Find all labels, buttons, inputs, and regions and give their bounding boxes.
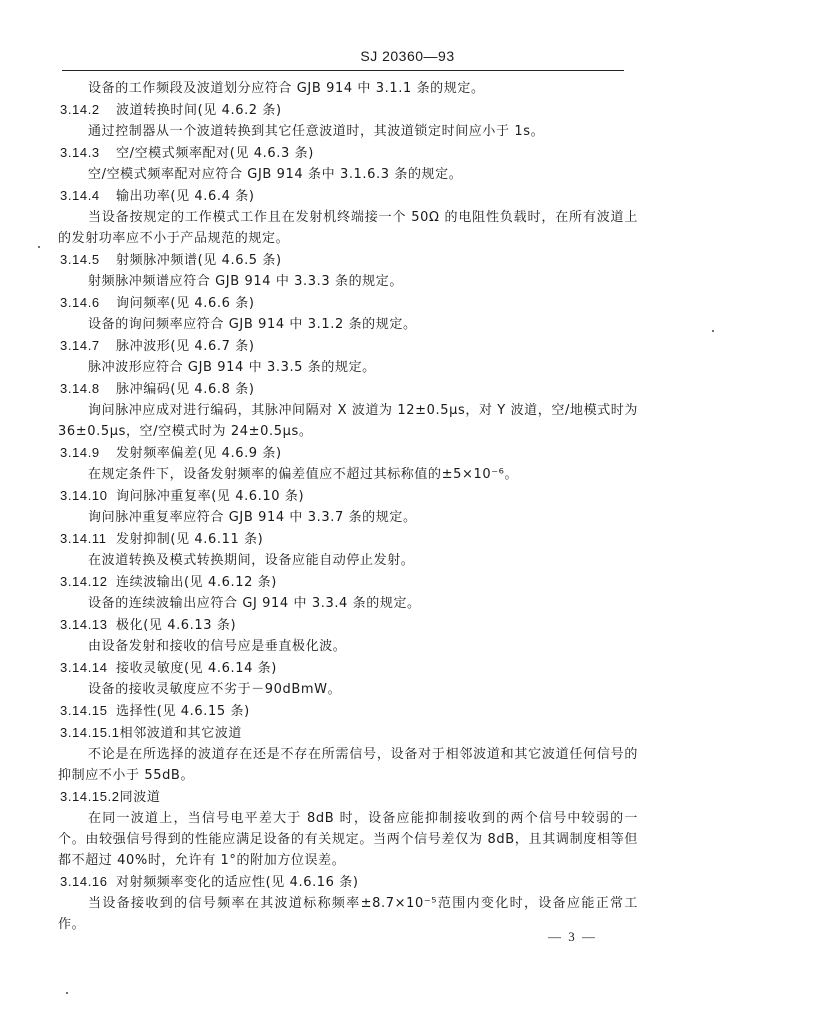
section-number: 3.14.8: [60, 381, 100, 396]
section-heading: [60, 571, 638, 593]
body-paragraph: 不论是在所选择的波道存在还是不存在所需信号，设备对于相邻波道和其它波道任何信号的抑制应不小于 55dB。: [58, 747, 638, 783]
section-number: 3.14.13: [60, 617, 108, 632]
section-number: 3.14.7: [60, 338, 100, 353]
section-number: 3.14.3: [60, 145, 100, 160]
section-title: 波道转换时间(见 4.6.2 条): [116, 103, 282, 118]
body-paragraph: 空/空模式频率配对应符合 GJB 914 条中 3.1.6.3 条的规定。: [88, 167, 463, 182]
section-heading: [60, 657, 638, 679]
body-paragraph: 在同一波道上，当信号电平差大于 8dB 时，设备应能抑制接收到的两个信号中较弱的一个。由较强信号得到的性能应满足设备的有关规定。当两个信号差仅为 8dB，且其调制度相等但都不超过 40%时，允许有 1°的附加方位误差。: [58, 811, 638, 868]
section-number: 3.14.10: [60, 488, 108, 503]
body-paragraph: 设备的询问频率应符合 GJB 914 中 3.1.2 条的规定。: [88, 317, 417, 332]
section-number: 3.14.15.2: [60, 789, 120, 804]
section-heading: [60, 292, 638, 314]
section-heading: [60, 786, 638, 808]
section-number: 3.14.14: [60, 660, 108, 675]
section-heading: [60, 614, 638, 636]
section-heading: [60, 99, 638, 121]
section-number: 3.14.5: [60, 252, 100, 267]
body-paragraph: 通过控制器从一个波道转换到其它任意波道时，其波道锁定时间应小于 1s。: [88, 124, 545, 139]
section-number: 3.14.6: [60, 295, 100, 310]
section-title: 脉冲编码(见 4.6.8 条): [116, 382, 255, 397]
section-heading: [60, 378, 638, 400]
section-title: 空/空模式频率配对(见 4.6.3 条): [116, 146, 314, 161]
section-title: 同波道: [119, 790, 161, 805]
section-heading: [60, 722, 638, 744]
body-paragraph: 设备的接收灵敏度应不劣于－90dBmW。: [88, 682, 342, 697]
section-heading: [60, 700, 638, 722]
body-paragraph: 询问脉冲应成对进行编码，其脉冲间隔对 X 波道为 12±0.5μs，对 Y 波道，空/地模式时为 36±0.5μs，空/空模式时为 24±0.5μs。: [58, 403, 638, 439]
body-paragraph: 在波道转换及模式转换期间，设备应能自动停止发射。: [88, 553, 415, 568]
section-title: 询问频率(见 4.6.6 条): [116, 296, 255, 311]
section-title: 询问脉冲重复率(见 4.6.10 条): [116, 489, 305, 504]
section-heading: [60, 185, 638, 207]
section-title: 极化(见 4.6.13 条): [116, 618, 237, 633]
document-id-header: SJ 20360—93: [360, 48, 455, 64]
section-title: 发射抑制(见 4.6.11 条): [116, 532, 264, 547]
section-heading: [60, 442, 638, 464]
body-paragraph: 询问脉冲重复率应符合 GJB 914 中 3.3.7 条的规定。: [88, 510, 417, 525]
section-title: 输出功率(见 4.6.4 条): [116, 189, 255, 204]
header-rule: [62, 70, 624, 71]
section-number: 3.14.15.1: [60, 725, 120, 740]
section-heading: [60, 142, 638, 164]
section-heading: [60, 249, 638, 271]
page-number: — 3 —: [548, 929, 597, 944]
section-number: 3.14.4: [60, 188, 100, 203]
body-paragraph: 射频脉冲频谱应符合 GJB 914 中 3.3.3 条的规定。: [88, 274, 403, 289]
section-number: 3.14.9: [60, 445, 100, 460]
body-paragraph: 设备的工作频段及波道划分应符合 GJB 914 中 3.1.1 条的规定。: [88, 81, 485, 96]
section-title: 对射频频率变化的适应性(见 4.6.16 条): [116, 875, 359, 890]
section-title: 选择性(见 4.6.15 条): [116, 704, 250, 719]
section-number: 3.14.12: [60, 574, 108, 589]
section-title: 发射频率偏差(见 4.6.9 条): [116, 446, 282, 461]
body-paragraph: 由设备发射和接收的信号应是垂直极化波。: [88, 639, 347, 654]
section-heading: [60, 528, 638, 550]
section-heading: [60, 485, 638, 507]
section-title: 接收灵敏度(见 4.6.14 条): [116, 661, 277, 676]
body-paragraph: 当设备接收到的信号频率在其波道标称频率±8.7×10⁻⁵范围内变化时，设备应能正常工作。: [58, 896, 638, 932]
section-title: 连续波输出(见 4.6.12 条): [116, 575, 277, 590]
section-number: 3.14.15: [60, 703, 108, 718]
section-heading: [60, 871, 638, 893]
scan-speck: [712, 330, 714, 332]
section-number: 3.14.2: [60, 102, 100, 117]
section-number: 3.14.11: [60, 531, 107, 546]
body-paragraph: 当设备按规定的工作模式工作且在发射机终端接一个 50Ω 的电阻性负载时，在所有波道上的发射功率应不小于产品规范的规定。: [58, 210, 638, 246]
scan-speck: [66, 992, 68, 994]
section-heading: [60, 335, 638, 357]
section-number: 3.14.16: [60, 874, 108, 889]
scan-speck: [38, 246, 40, 248]
section-title: 脉冲波形(见 4.6.7 条): [116, 339, 255, 354]
body-paragraph: 在规定条件下，设备发射频率的偏差值应不超过其标称值的±5×10⁻⁶。: [88, 467, 519, 482]
document-body: [58, 78, 638, 935]
section-title: 相邻波道和其它波道: [119, 726, 243, 741]
body-paragraph: 设备的连续波输出应符合 GJ 914 中 3.3.4 条的规定。: [88, 596, 421, 611]
section-title: 射频脉冲频谱(见 4.6.5 条): [116, 253, 282, 268]
body-paragraph: 脉冲波形应符合 GJB 914 中 3.3.5 条的规定。: [88, 360, 376, 375]
